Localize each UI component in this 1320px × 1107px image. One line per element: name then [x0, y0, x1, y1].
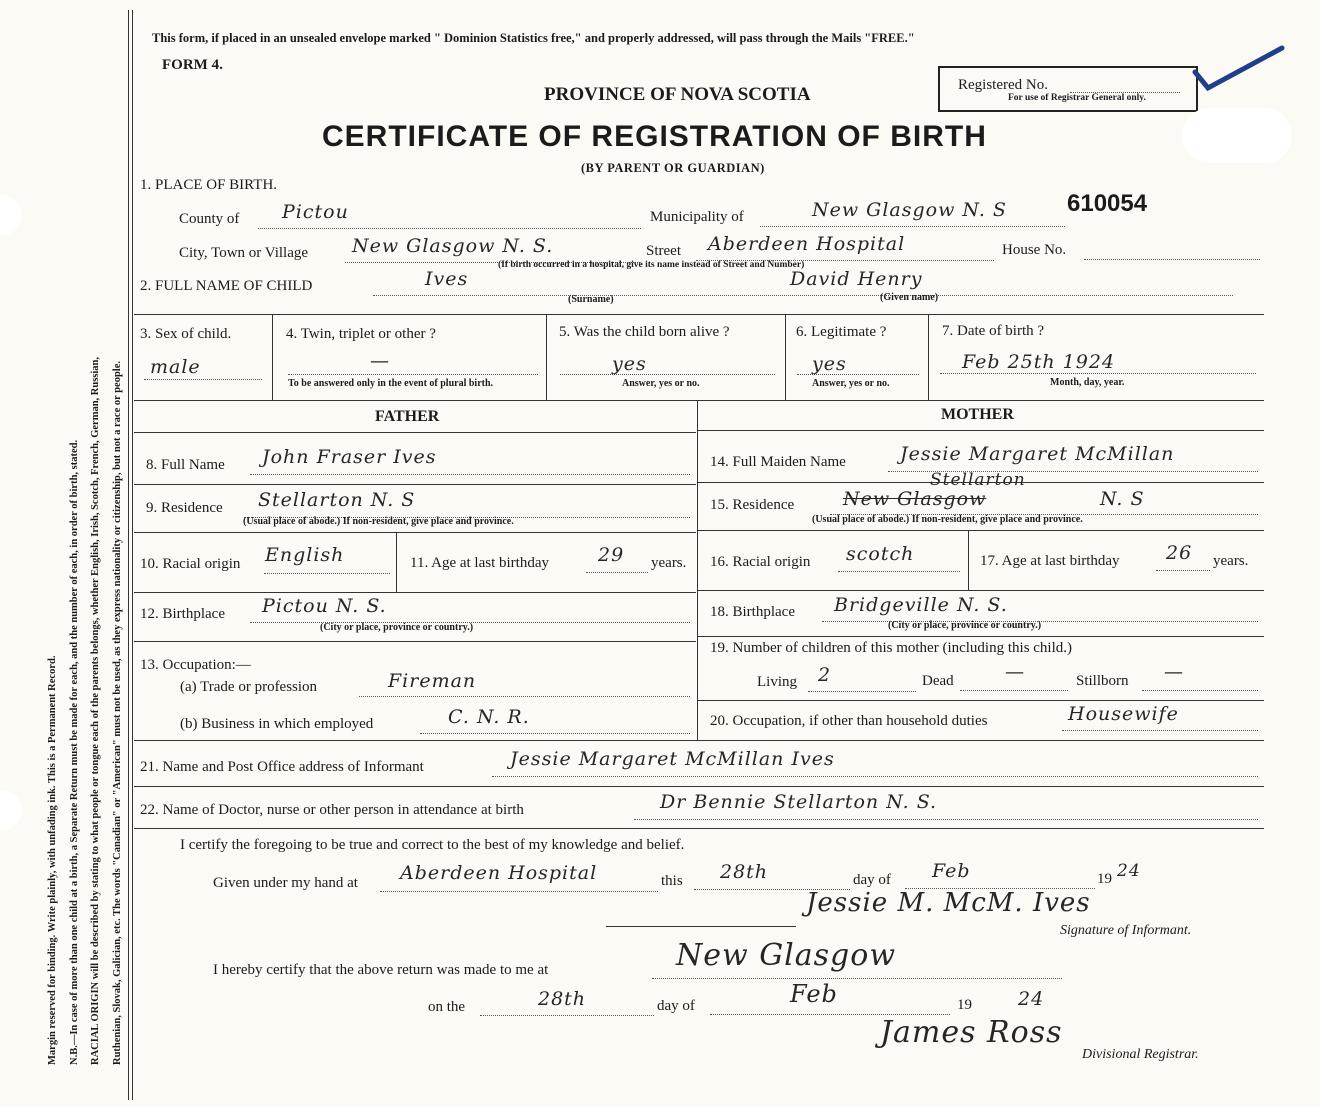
- mother-residence-insert: Stellarton: [930, 470, 1026, 490]
- mother-birthplace-note: (City or place, province or country.): [888, 620, 1042, 631]
- informant-line: [492, 776, 1258, 777]
- informant-signature-line: [606, 926, 796, 927]
- father-years-label: years.: [651, 555, 687, 571]
- father-race-divider: [396, 532, 397, 592]
- father-race-label: 10. Racial origin: [140, 556, 241, 572]
- center-divider: [697, 400, 698, 740]
- house-no-line: [1084, 259, 1260, 260]
- child-name-label: 2. FULL NAME OF CHILD: [140, 278, 313, 294]
- margin-note-4: Ruthenian, Slovak, Galician, etc. The words "Canadian" or "American" must not be used, as they express nationality or citizenship, but not a race or people.: [111, 360, 123, 1065]
- dob-line: [940, 373, 1256, 374]
- registrar-day-line: [480, 1015, 654, 1016]
- father-business-line: [420, 733, 690, 734]
- cert-year-suffix: 24: [1117, 861, 1141, 881]
- father-occupation-label: 13. Occupation:—: [140, 657, 251, 673]
- mother-race-line: [838, 571, 960, 572]
- legitimate-label: 6. Legitimate ?: [796, 324, 887, 340]
- mother-children-label: 19. Number of children of this mother (including this child.): [710, 640, 1073, 656]
- rule-b2: [134, 786, 1264, 787]
- dead-line: [960, 690, 1068, 691]
- rule-b3: [134, 828, 1264, 829]
- hospital-note: (If birth occurred in a hospital, give its name instead of Street and Number): [498, 260, 805, 270]
- rule-heads: [134, 432, 696, 433]
- dob-label: 7. Date of birth ?: [942, 323, 1045, 339]
- registrar-signature: James Ross: [880, 1015, 1063, 1050]
- given-place-line: [380, 891, 658, 892]
- father-trade-label: (a) Trade or profession: [180, 679, 318, 695]
- child-name-line: [373, 295, 1233, 296]
- rule-m3: [698, 590, 1264, 591]
- father-trade-line: [359, 696, 690, 697]
- certify-statement: I certify the foregoing to be true and correct to the best of my knowledge and belief.: [180, 837, 685, 853]
- child-surname: Ives: [425, 268, 469, 290]
- father-business-label: (b) Business in which employed: [180, 716, 374, 732]
- twin-label: 4. Twin, triplet or other ?: [286, 326, 436, 342]
- city-value: New Glasgow N. S.: [352, 235, 554, 257]
- mother-residence-note: (Usual place of abode.) If non-resident, give place and province.: [812, 514, 1083, 525]
- mother-heading: MOTHER: [941, 406, 1014, 423]
- child-given-name: David Henry: [790, 268, 923, 290]
- box-divider-3: [785, 314, 786, 400]
- stillborn-value: —: [1164, 661, 1184, 683]
- dead-value: —: [1005, 661, 1025, 683]
- place-of-birth-heading: 1. PLACE OF BIRTH.: [140, 177, 278, 193]
- father-age-label: 11. Age at last birthday: [410, 555, 549, 571]
- dead-label: Dead: [922, 673, 954, 689]
- binding-margin-line-2: [132, 10, 133, 1100]
- registrar-place-value: New Glasgow: [676, 938, 897, 973]
- given-under-label: Given under my hand at: [213, 875, 358, 891]
- mother-race-value: scotch: [846, 543, 915, 565]
- paper-patch: [1182, 108, 1292, 163]
- mother-residence-label: 15. Residence: [710, 497, 795, 513]
- alive-line: [560, 374, 775, 375]
- county-label: County of: [179, 211, 240, 227]
- cert-year-prefix: 19: [1097, 871, 1112, 887]
- rule-f3: [134, 592, 696, 593]
- mother-residence-end: N. S: [1100, 488, 1145, 510]
- registered-no-label: Registered No.: [958, 77, 1048, 93]
- cert-month-value: Feb: [932, 860, 971, 882]
- father-trade-value: Fireman: [388, 670, 477, 692]
- rule-m5: [698, 700, 1264, 701]
- cert-day-value: 28th: [720, 861, 769, 883]
- father-residence-label: 9. Residence: [146, 500, 223, 516]
- province-title: PROVINCE OF NOVA SCOTIA: [544, 84, 811, 105]
- rule-f1: [134, 484, 696, 485]
- registrar-year-prefix: 19: [957, 997, 972, 1013]
- father-birthplace-label: 12. Birthplace: [140, 606, 225, 622]
- father-residence-value: Stellarton N. S: [258, 489, 416, 511]
- mother-race-label: 16. Racial origin: [710, 554, 811, 570]
- mailing-notice: This form, if placed in an unsealed envelope marked " Dominion Statistics free," and properly addressed, will pass through the Mails "FREE.": [152, 31, 915, 45]
- mother-occupation-label: 20. Occupation, if other than household duties: [710, 713, 988, 729]
- doctor-label: 22. Name of Doctor, nurse or other person in attendance at birth: [140, 802, 524, 818]
- margin-note-1: Margin reserved for binding. Write plainly, with unfading ink. This is a Permanent Record.: [47, 655, 58, 1065]
- mother-age-label: 17. Age at last birthday: [980, 553, 1120, 569]
- margin-notes: [42, 357, 128, 1065]
- box-divider-4: [928, 314, 929, 400]
- dob-value: Feb 25th 1924: [962, 351, 1116, 373]
- mother-years-label: years.: [1213, 553, 1249, 569]
- stamp-number: 610054: [1067, 190, 1148, 217]
- registrar-place-line: [652, 978, 1062, 979]
- mother-birthplace-value: Bridgeville N. S.: [834, 594, 1008, 616]
- twin-line: [288, 374, 538, 375]
- informant-value: Jessie Margaret McMillan Ives: [510, 748, 835, 770]
- sex-value: male: [150, 356, 201, 378]
- informant-label: 21. Name and Post Office address of Informant: [140, 759, 424, 775]
- form-number: FORM 4.: [162, 57, 223, 73]
- legitimate-note: Answer, yes or no.: [812, 378, 890, 389]
- rule-m4: [698, 636, 1264, 637]
- twin-value: —: [370, 350, 390, 372]
- street-label: Street: [646, 243, 681, 259]
- punch-hole-bottom: [0, 790, 22, 830]
- rule-heads-r: [698, 430, 1264, 431]
- father-birthplace-note: (City or place, province or country.): [320, 622, 474, 633]
- box-divider-1: [272, 314, 273, 400]
- living-label: Living: [757, 674, 797, 690]
- twin-note: To be answered only in the event of plural birth.: [288, 378, 494, 389]
- certificate-title: CERTIFICATE OF REGISTRATION OF BIRTH: [322, 120, 987, 153]
- registrar-day-value: 28th: [538, 988, 587, 1010]
- municipality-label: Municipality of: [650, 209, 744, 225]
- sex-label: 3. Sex of child.: [140, 326, 232, 342]
- father-age-value: 29: [598, 544, 625, 566]
- margin-note-3: RACIAL ORIGIN will be described by stating to what people or tongue each of the parents belongs, whether English, Irish, Scotch, French, German, Russian,: [90, 356, 101, 1065]
- cert-day-of-label: day of: [853, 872, 891, 888]
- county-value: Pictou: [282, 201, 349, 223]
- street-value: Aberdeen Hospital: [708, 233, 906, 255]
- living-line: [808, 691, 916, 692]
- father-age-line: [586, 572, 648, 573]
- living-value: 2: [818, 664, 832, 686]
- mother-name-label: 14. Full Maiden Name: [710, 454, 846, 470]
- registrar-day-of-label: day of: [657, 998, 695, 1014]
- father-name-value: John Fraser Ives: [262, 446, 437, 468]
- county-line: [258, 228, 641, 229]
- alive-value: yes: [612, 353, 647, 375]
- sex-line: [144, 379, 262, 380]
- given-name-caption: (Given name): [880, 292, 939, 303]
- registrar-general-note: For use of Registrar General only.: [1008, 93, 1146, 103]
- house-no-label: House No.: [1002, 242, 1067, 258]
- this-label: this: [661, 873, 683, 889]
- rule-f2: [134, 532, 696, 533]
- father-business-value: C. N. R.: [448, 706, 530, 728]
- municipality-value: New Glasgow N. S: [812, 199, 1007, 221]
- punch-hole-top: [0, 195, 22, 235]
- rule-f4: [134, 641, 696, 642]
- father-birthplace-value: Pictou N. S.: [262, 595, 387, 617]
- rule-bottom-boxes: [134, 400, 1264, 401]
- margin-note-2: N.B.—In case of more than one child at a birth, a Separate Return must be made for each, and the number of each, in order of birth, stated.: [68, 439, 80, 1065]
- registrar-statement: I hereby certify that the above return was made to me at: [213, 962, 549, 978]
- binding-margin-line: [128, 10, 129, 1100]
- mother-name-value: Jessie Margaret McMillan: [900, 443, 1175, 465]
- dob-note: Month, day, year.: [1050, 377, 1125, 388]
- father-name-line: [250, 474, 690, 475]
- informant-signature: Jessie M. McM. Ives: [806, 888, 1091, 918]
- informant-signature-caption: Signature of Informant.: [1060, 923, 1192, 938]
- stillborn-line: [1142, 690, 1258, 691]
- father-race-value: English: [265, 544, 345, 566]
- municipality-line: [760, 226, 1065, 227]
- father-residence-note: (Usual place of abode.) If non-resident, give place and province.: [243, 516, 514, 527]
- box-divider-2: [546, 314, 547, 400]
- mother-age-line: [1156, 570, 1210, 571]
- legitimate-value: yes: [812, 353, 847, 375]
- mother-race-divider: [968, 530, 969, 590]
- doctor-value: Dr Bennie Stellarton N. S.: [660, 791, 938, 813]
- mother-residence-struck: New Glasgow: [843, 488, 987, 510]
- rule-top-boxes: [134, 314, 1264, 315]
- alive-note: Answer, yes or no.: [622, 378, 700, 389]
- surname-caption: (Surname): [568, 294, 614, 305]
- mother-occupation-value: Housewife: [1068, 703, 1179, 725]
- registrar-year-suffix: 24: [1018, 988, 1045, 1010]
- check-mark-icon: [1190, 40, 1290, 95]
- rule-b1: [134, 740, 1264, 741]
- stillborn-label: Stillborn: [1076, 673, 1129, 689]
- registrar-caption: Divisional Registrar.: [1082, 1047, 1199, 1062]
- doctor-line: [634, 819, 1258, 820]
- alive-label: 5. Was the child born alive ?: [559, 324, 730, 340]
- father-race-line: [264, 573, 390, 574]
- rule-m2: [698, 530, 1264, 531]
- mother-birthplace-label: 18. Birthplace: [710, 604, 795, 620]
- father-name-label: 8. Full Name: [146, 457, 225, 473]
- city-label: City, Town or Village: [179, 245, 309, 261]
- mother-occ-line: [1062, 730, 1258, 731]
- mother-age-value: 26: [1166, 542, 1193, 564]
- father-heading: FATHER: [375, 408, 440, 425]
- given-place-value: Aberdeen Hospital: [400, 862, 598, 884]
- registrar-month-value: Feb: [790, 980, 838, 1008]
- registrar-on-label: on the: [428, 999, 466, 1015]
- certificate-subtitle: (BY PARENT OR GUARDIAN): [581, 161, 765, 175]
- legitimate-line: [797, 374, 919, 375]
